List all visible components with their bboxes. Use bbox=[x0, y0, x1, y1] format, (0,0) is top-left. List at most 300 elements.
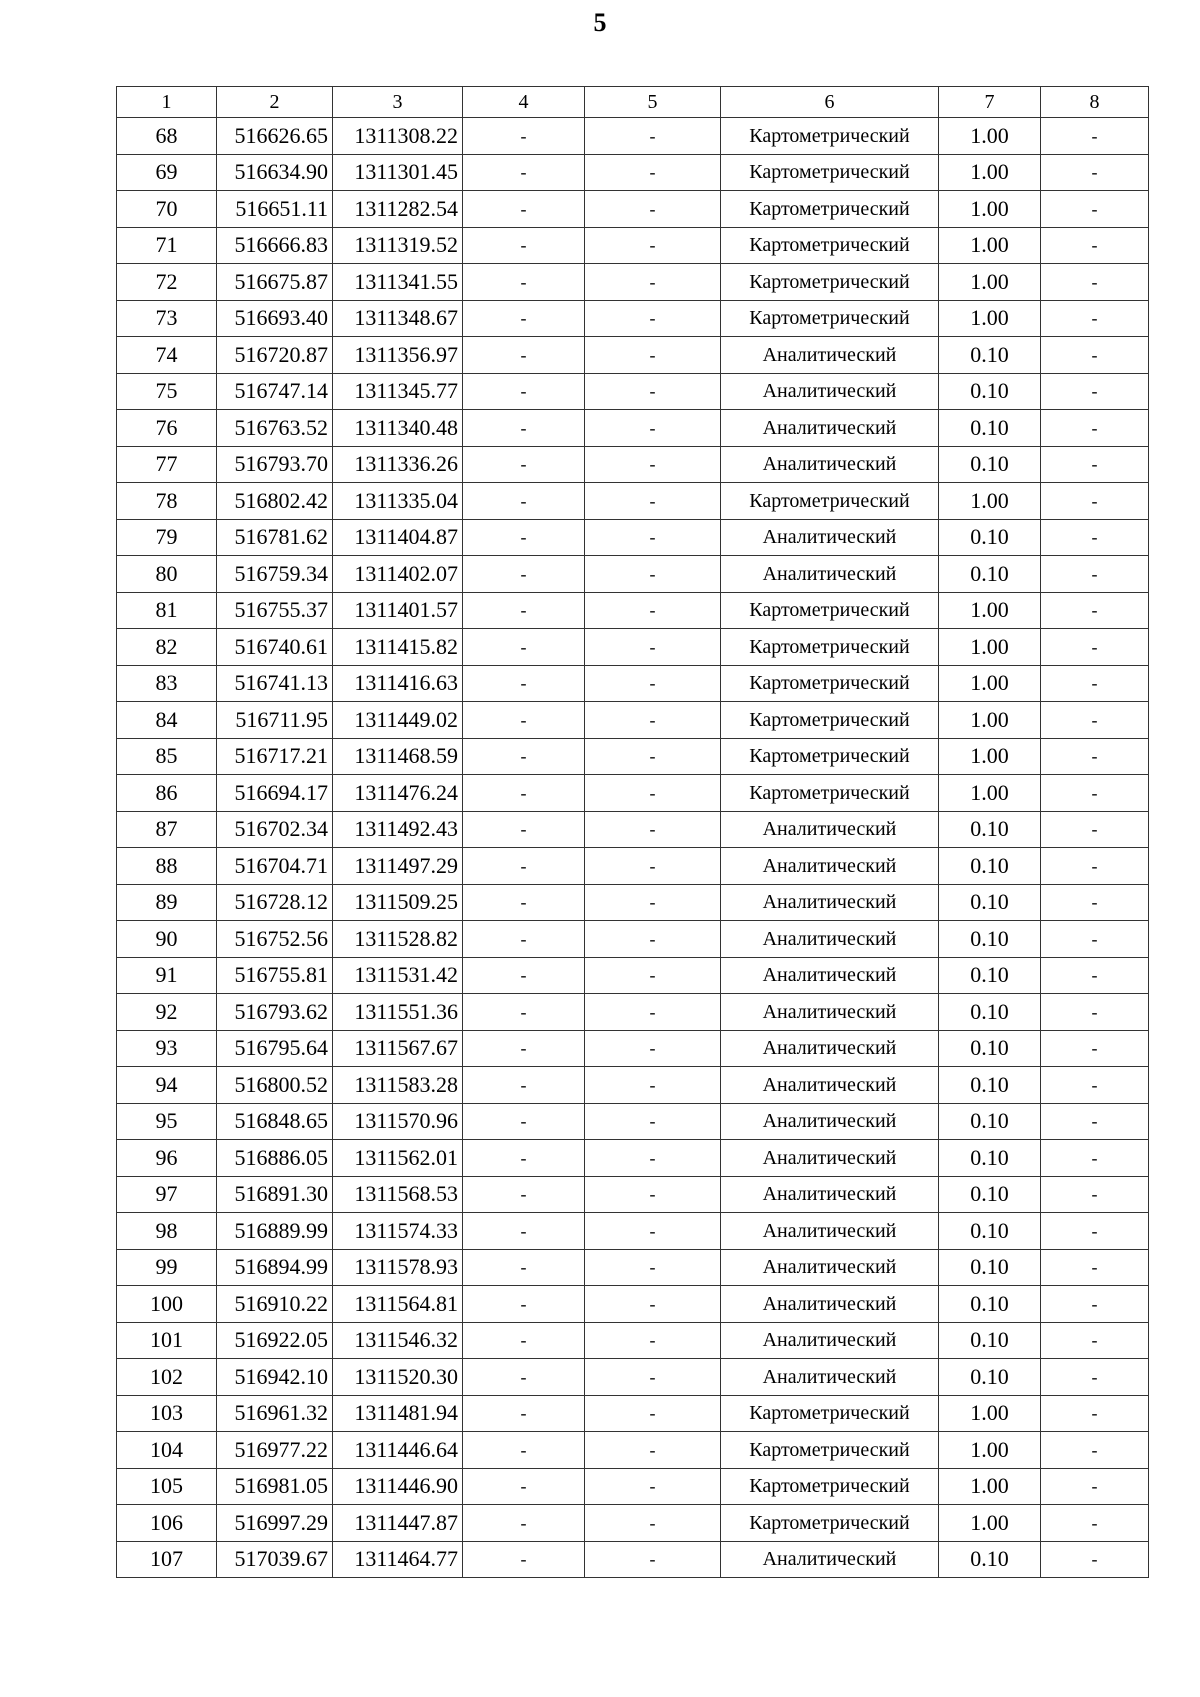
table-row bbox=[117, 702, 1149, 739]
col4-cell: - bbox=[463, 884, 585, 921]
table-row bbox=[117, 118, 1149, 155]
accuracy-cell: 1.00 bbox=[939, 1432, 1041, 1469]
col5-cell: - bbox=[585, 373, 721, 410]
method-cell: Картометрический bbox=[721, 1505, 939, 1542]
col8-cell: - bbox=[1041, 1322, 1149, 1359]
col8-cell: - bbox=[1041, 1395, 1149, 1432]
col4-cell: - bbox=[463, 1359, 585, 1396]
col8-cell: - bbox=[1041, 556, 1149, 593]
col8-cell: - bbox=[1041, 775, 1149, 812]
method-cell: Аналитический bbox=[721, 1067, 939, 1104]
col5-cell: - bbox=[585, 1213, 721, 1250]
col4-cell: - bbox=[463, 1322, 585, 1359]
col8-cell: - bbox=[1041, 118, 1149, 155]
col4-cell: - bbox=[463, 1505, 585, 1542]
x-coordinate-cell: 516741.13 bbox=[217, 665, 333, 702]
point-number-cell: 101 bbox=[117, 1322, 217, 1359]
col8-cell: - bbox=[1041, 1505, 1149, 1542]
method-cell: Аналитический bbox=[721, 1541, 939, 1578]
point-number-cell: 79 bbox=[117, 519, 217, 556]
col4-cell: - bbox=[463, 1067, 585, 1104]
x-coordinate-cell: 516711.95 bbox=[217, 702, 333, 739]
accuracy-cell: 0.10 bbox=[939, 848, 1041, 885]
col5-cell: - bbox=[585, 665, 721, 702]
method-cell: Картометрический bbox=[721, 702, 939, 739]
col5-cell: - bbox=[585, 1322, 721, 1359]
table-row bbox=[117, 446, 1149, 483]
table-row bbox=[117, 665, 1149, 702]
col5-cell: - bbox=[585, 1140, 721, 1177]
method-cell: Аналитический bbox=[721, 519, 939, 556]
col8-cell: - bbox=[1041, 1030, 1149, 1067]
y-coordinate-cell: 1311401.57 bbox=[333, 592, 463, 629]
accuracy-cell: 1.00 bbox=[939, 154, 1041, 191]
accuracy-cell: 0.10 bbox=[939, 1030, 1041, 1067]
x-coordinate-cell: 516889.99 bbox=[217, 1213, 333, 1250]
col5-cell: - bbox=[585, 118, 721, 155]
col8-cell: - bbox=[1041, 1432, 1149, 1469]
accuracy-cell: 1.00 bbox=[939, 629, 1041, 666]
col5-cell: - bbox=[585, 1176, 721, 1213]
accuracy-cell: 0.10 bbox=[939, 446, 1041, 483]
table-row bbox=[117, 410, 1149, 447]
method-cell: Аналитический bbox=[721, 1359, 939, 1396]
accuracy-cell: 0.10 bbox=[939, 556, 1041, 593]
table-row bbox=[117, 1103, 1149, 1140]
method-cell: Картометрический bbox=[721, 629, 939, 666]
y-coordinate-cell: 1311301.45 bbox=[333, 154, 463, 191]
method-cell: Картометрический bbox=[721, 1468, 939, 1505]
point-number-cell: 68 bbox=[117, 118, 217, 155]
y-coordinate-cell: 1311336.26 bbox=[333, 446, 463, 483]
x-coordinate-cell: 516675.87 bbox=[217, 264, 333, 301]
method-cell: Картометрический bbox=[721, 665, 939, 702]
table-row bbox=[117, 1140, 1149, 1177]
x-coordinate-cell: 516752.56 bbox=[217, 921, 333, 958]
accuracy-cell: 1.00 bbox=[939, 1468, 1041, 1505]
x-coordinate-cell: 516793.62 bbox=[217, 994, 333, 1031]
col5-cell: - bbox=[585, 337, 721, 374]
x-coordinate-cell: 516942.10 bbox=[217, 1359, 333, 1396]
y-coordinate-cell: 1311551.36 bbox=[333, 994, 463, 1031]
col8-cell: - bbox=[1041, 1249, 1149, 1286]
y-coordinate-cell: 1311416.63 bbox=[333, 665, 463, 702]
table-row bbox=[117, 483, 1149, 520]
col8-cell: - bbox=[1041, 702, 1149, 739]
y-coordinate-cell: 1311446.64 bbox=[333, 1432, 463, 1469]
col5-cell: - bbox=[585, 446, 721, 483]
y-coordinate-cell: 1311567.67 bbox=[333, 1030, 463, 1067]
col8-cell: - bbox=[1041, 264, 1149, 301]
method-cell: Аналитический bbox=[721, 1176, 939, 1213]
col5-cell: - bbox=[585, 811, 721, 848]
table-row bbox=[117, 300, 1149, 337]
x-coordinate-cell: 516922.05 bbox=[217, 1322, 333, 1359]
table-row bbox=[117, 592, 1149, 629]
x-coordinate-cell: 516894.99 bbox=[217, 1249, 333, 1286]
accuracy-cell: 1.00 bbox=[939, 264, 1041, 301]
col8-cell: - bbox=[1041, 592, 1149, 629]
method-cell: Картометрический bbox=[721, 738, 939, 775]
col5-cell: - bbox=[585, 1541, 721, 1578]
column-header: 1 bbox=[117, 87, 217, 118]
col8-cell: - bbox=[1041, 1286, 1149, 1323]
col8-cell: - bbox=[1041, 994, 1149, 1031]
y-coordinate-cell: 1311497.29 bbox=[333, 848, 463, 885]
y-coordinate-cell: 1311341.55 bbox=[333, 264, 463, 301]
col5-cell: - bbox=[585, 154, 721, 191]
method-cell: Картометрический bbox=[721, 300, 939, 337]
x-coordinate-cell: 516728.12 bbox=[217, 884, 333, 921]
point-number-cell: 78 bbox=[117, 483, 217, 520]
x-coordinate-cell: 516759.34 bbox=[217, 556, 333, 593]
col5-cell: - bbox=[585, 264, 721, 301]
col5-cell: - bbox=[585, 848, 721, 885]
accuracy-cell: 1.00 bbox=[939, 592, 1041, 629]
y-coordinate-cell: 1311509.25 bbox=[333, 884, 463, 921]
accuracy-cell: 0.10 bbox=[939, 1286, 1041, 1323]
x-coordinate-cell: 516781.62 bbox=[217, 519, 333, 556]
x-coordinate-cell: 516800.52 bbox=[217, 1067, 333, 1104]
y-coordinate-cell: 1311335.04 bbox=[333, 483, 463, 520]
x-coordinate-cell: 516977.22 bbox=[217, 1432, 333, 1469]
x-coordinate-cell: 516704.71 bbox=[217, 848, 333, 885]
table-row bbox=[117, 373, 1149, 410]
col4-cell: - bbox=[463, 1213, 585, 1250]
header-row bbox=[117, 87, 1149, 118]
method-cell: Картометрический bbox=[721, 264, 939, 301]
col8-cell: - bbox=[1041, 446, 1149, 483]
col5-cell: - bbox=[585, 957, 721, 994]
col8-cell: - bbox=[1041, 738, 1149, 775]
table-row bbox=[117, 519, 1149, 556]
point-number-cell: 97 bbox=[117, 1176, 217, 1213]
col4-cell: - bbox=[463, 191, 585, 228]
col8-cell: - bbox=[1041, 1067, 1149, 1104]
accuracy-cell: 0.10 bbox=[939, 1213, 1041, 1250]
table-row bbox=[117, 556, 1149, 593]
point-number-cell: 81 bbox=[117, 592, 217, 629]
table-row bbox=[117, 957, 1149, 994]
x-coordinate-cell: 516651.11 bbox=[217, 191, 333, 228]
point-number-cell: 95 bbox=[117, 1103, 217, 1140]
table-row bbox=[117, 1541, 1149, 1578]
col4-cell: - bbox=[463, 1030, 585, 1067]
method-cell: Аналитический bbox=[721, 994, 939, 1031]
method-cell: Аналитический bbox=[721, 410, 939, 447]
col5-cell: - bbox=[585, 1432, 721, 1469]
point-number-cell: 94 bbox=[117, 1067, 217, 1104]
column-header: 4 bbox=[463, 87, 585, 118]
y-coordinate-cell: 1311449.02 bbox=[333, 702, 463, 739]
col4-cell: - bbox=[463, 410, 585, 447]
accuracy-cell: 0.10 bbox=[939, 1140, 1041, 1177]
point-number-cell: 82 bbox=[117, 629, 217, 666]
col5-cell: - bbox=[585, 1286, 721, 1323]
col8-cell: - bbox=[1041, 519, 1149, 556]
col8-cell: - bbox=[1041, 848, 1149, 885]
col5-cell: - bbox=[585, 227, 721, 264]
method-cell: Аналитический bbox=[721, 1140, 939, 1177]
col5-cell: - bbox=[585, 702, 721, 739]
accuracy-cell: 0.10 bbox=[939, 921, 1041, 958]
y-coordinate-cell: 1311578.93 bbox=[333, 1249, 463, 1286]
y-coordinate-cell: 1311546.32 bbox=[333, 1322, 463, 1359]
y-coordinate-cell: 1311319.52 bbox=[333, 227, 463, 264]
point-number-cell: 76 bbox=[117, 410, 217, 447]
col4-cell: - bbox=[463, 592, 585, 629]
col4-cell: - bbox=[463, 264, 585, 301]
col4-cell: - bbox=[463, 629, 585, 666]
col4-cell: - bbox=[463, 227, 585, 264]
accuracy-cell: 0.10 bbox=[939, 811, 1041, 848]
x-coordinate-cell: 516755.81 bbox=[217, 957, 333, 994]
point-number-cell: 93 bbox=[117, 1030, 217, 1067]
accuracy-cell: 1.00 bbox=[939, 227, 1041, 264]
x-coordinate-cell: 516848.65 bbox=[217, 1103, 333, 1140]
method-cell: Аналитический bbox=[721, 848, 939, 885]
x-coordinate-cell: 516693.40 bbox=[217, 300, 333, 337]
col5-cell: - bbox=[585, 300, 721, 337]
point-number-cell: 99 bbox=[117, 1249, 217, 1286]
table-row bbox=[117, 884, 1149, 921]
col8-cell: - bbox=[1041, 154, 1149, 191]
col4-cell: - bbox=[463, 665, 585, 702]
col4-cell: - bbox=[463, 556, 585, 593]
accuracy-cell: 1.00 bbox=[939, 738, 1041, 775]
method-cell: Аналитический bbox=[721, 811, 939, 848]
point-number-cell: 92 bbox=[117, 994, 217, 1031]
y-coordinate-cell: 1311562.01 bbox=[333, 1140, 463, 1177]
x-coordinate-cell: 516997.29 bbox=[217, 1505, 333, 1542]
y-coordinate-cell: 1311308.22 bbox=[333, 118, 463, 155]
table-row bbox=[117, 191, 1149, 228]
coordinates-table bbox=[116, 86, 1149, 1578]
col5-cell: - bbox=[585, 410, 721, 447]
method-cell: Аналитический bbox=[721, 556, 939, 593]
col4-cell: - bbox=[463, 1395, 585, 1432]
column-header: 5 bbox=[585, 87, 721, 118]
col5-cell: - bbox=[585, 519, 721, 556]
point-number-cell: 85 bbox=[117, 738, 217, 775]
accuracy-cell: 1.00 bbox=[939, 118, 1041, 155]
table-row bbox=[117, 1249, 1149, 1286]
point-number-cell: 72 bbox=[117, 264, 217, 301]
col8-cell: - bbox=[1041, 227, 1149, 264]
point-number-cell: 70 bbox=[117, 191, 217, 228]
point-number-cell: 69 bbox=[117, 154, 217, 191]
col5-cell: - bbox=[585, 1359, 721, 1396]
method-cell: Аналитический bbox=[721, 1286, 939, 1323]
x-coordinate-cell: 516702.34 bbox=[217, 811, 333, 848]
y-coordinate-cell: 1311583.28 bbox=[333, 1067, 463, 1104]
col5-cell: - bbox=[585, 1395, 721, 1432]
table-row bbox=[117, 1505, 1149, 1542]
method-cell: Картометрический bbox=[721, 483, 939, 520]
x-coordinate-cell: 516910.22 bbox=[217, 1286, 333, 1323]
table-row bbox=[117, 1067, 1149, 1104]
table-row bbox=[117, 1030, 1149, 1067]
x-coordinate-cell: 516626.65 bbox=[217, 118, 333, 155]
point-number-cell: 73 bbox=[117, 300, 217, 337]
col4-cell: - bbox=[463, 702, 585, 739]
x-coordinate-cell: 516795.64 bbox=[217, 1030, 333, 1067]
accuracy-cell: 0.10 bbox=[939, 884, 1041, 921]
method-cell: Аналитический bbox=[721, 446, 939, 483]
accuracy-cell: 0.10 bbox=[939, 337, 1041, 374]
table-row bbox=[117, 1359, 1149, 1396]
point-number-cell: 96 bbox=[117, 1140, 217, 1177]
table-row bbox=[117, 1213, 1149, 1250]
table-body bbox=[117, 118, 1149, 1578]
accuracy-cell: 1.00 bbox=[939, 702, 1041, 739]
col8-cell: - bbox=[1041, 884, 1149, 921]
x-coordinate-cell: 516755.37 bbox=[217, 592, 333, 629]
point-number-cell: 89 bbox=[117, 884, 217, 921]
y-coordinate-cell: 1311402.07 bbox=[333, 556, 463, 593]
accuracy-cell: 0.10 bbox=[939, 1322, 1041, 1359]
col8-cell: - bbox=[1041, 629, 1149, 666]
method-cell: Аналитический bbox=[721, 337, 939, 374]
point-number-cell: 107 bbox=[117, 1541, 217, 1578]
method-cell: Аналитический bbox=[721, 1249, 939, 1286]
col5-cell: - bbox=[585, 1030, 721, 1067]
accuracy-cell: 1.00 bbox=[939, 483, 1041, 520]
accuracy-cell: 1.00 bbox=[939, 300, 1041, 337]
point-number-cell: 90 bbox=[117, 921, 217, 958]
col4-cell: - bbox=[463, 994, 585, 1031]
col5-cell: - bbox=[585, 1067, 721, 1104]
table-row bbox=[117, 921, 1149, 958]
col8-cell: - bbox=[1041, 410, 1149, 447]
point-number-cell: 84 bbox=[117, 702, 217, 739]
point-number-cell: 104 bbox=[117, 1432, 217, 1469]
y-coordinate-cell: 1311481.94 bbox=[333, 1395, 463, 1432]
x-coordinate-cell: 516666.83 bbox=[217, 227, 333, 264]
col8-cell: - bbox=[1041, 373, 1149, 410]
col8-cell: - bbox=[1041, 191, 1149, 228]
table-row bbox=[117, 154, 1149, 191]
accuracy-cell: 0.10 bbox=[939, 373, 1041, 410]
column-header: 8 bbox=[1041, 87, 1149, 118]
accuracy-cell: 0.10 bbox=[939, 994, 1041, 1031]
col4-cell: - bbox=[463, 957, 585, 994]
method-cell: Картометрический bbox=[721, 227, 939, 264]
accuracy-cell: 0.10 bbox=[939, 1103, 1041, 1140]
x-coordinate-cell: 516891.30 bbox=[217, 1176, 333, 1213]
col5-cell: - bbox=[585, 483, 721, 520]
table-row bbox=[117, 1176, 1149, 1213]
accuracy-cell: 0.10 bbox=[939, 410, 1041, 447]
accuracy-cell: 0.10 bbox=[939, 1067, 1041, 1104]
y-coordinate-cell: 1311570.96 bbox=[333, 1103, 463, 1140]
point-number-cell: 91 bbox=[117, 957, 217, 994]
table-row bbox=[117, 1286, 1149, 1323]
point-number-cell: 77 bbox=[117, 446, 217, 483]
col5-cell: - bbox=[585, 556, 721, 593]
column-header: 2 bbox=[217, 87, 333, 118]
col4-cell: - bbox=[463, 848, 585, 885]
col8-cell: - bbox=[1041, 811, 1149, 848]
point-number-cell: 88 bbox=[117, 848, 217, 885]
col4-cell: - bbox=[463, 1541, 585, 1578]
accuracy-cell: 1.00 bbox=[939, 775, 1041, 812]
y-coordinate-cell: 1311528.82 bbox=[333, 921, 463, 958]
col8-cell: - bbox=[1041, 337, 1149, 374]
point-number-cell: 100 bbox=[117, 1286, 217, 1323]
page-number: 5 bbox=[593, 8, 607, 37]
table-row bbox=[117, 1432, 1149, 1469]
y-coordinate-cell: 1311348.67 bbox=[333, 300, 463, 337]
point-number-cell: 98 bbox=[117, 1213, 217, 1250]
point-number-cell: 71 bbox=[117, 227, 217, 264]
col4-cell: - bbox=[463, 118, 585, 155]
y-coordinate-cell: 1311356.97 bbox=[333, 337, 463, 374]
y-coordinate-cell: 1311447.87 bbox=[333, 1505, 463, 1542]
col8-cell: - bbox=[1041, 1541, 1149, 1578]
y-coordinate-cell: 1311468.59 bbox=[333, 738, 463, 775]
accuracy-cell: 0.10 bbox=[939, 519, 1041, 556]
col4-cell: - bbox=[463, 1432, 585, 1469]
method-cell: Аналитический bbox=[721, 921, 939, 958]
col5-cell: - bbox=[585, 738, 721, 775]
point-number-cell: 103 bbox=[117, 1395, 217, 1432]
col4-cell: - bbox=[463, 738, 585, 775]
col4-cell: - bbox=[463, 337, 585, 374]
table-row bbox=[117, 738, 1149, 775]
method-cell: Аналитический bbox=[721, 957, 939, 994]
method-cell: Картометрический bbox=[721, 191, 939, 228]
method-cell: Картометрический bbox=[721, 775, 939, 812]
table-row bbox=[117, 264, 1149, 301]
col4-cell: - bbox=[463, 154, 585, 191]
col8-cell: - bbox=[1041, 1176, 1149, 1213]
col8-cell: - bbox=[1041, 957, 1149, 994]
method-cell: Аналитический bbox=[721, 1103, 939, 1140]
col8-cell: - bbox=[1041, 1468, 1149, 1505]
col8-cell: - bbox=[1041, 483, 1149, 520]
y-coordinate-cell: 1311564.81 bbox=[333, 1286, 463, 1323]
table-row bbox=[117, 848, 1149, 885]
col4-cell: - bbox=[463, 446, 585, 483]
table-row bbox=[117, 775, 1149, 812]
x-coordinate-cell: 516720.87 bbox=[217, 337, 333, 374]
col8-cell: - bbox=[1041, 921, 1149, 958]
y-coordinate-cell: 1311492.43 bbox=[333, 811, 463, 848]
col5-cell: - bbox=[585, 629, 721, 666]
col5-cell: - bbox=[585, 1505, 721, 1542]
y-coordinate-cell: 1311404.87 bbox=[333, 519, 463, 556]
y-coordinate-cell: 1311568.53 bbox=[333, 1176, 463, 1213]
col8-cell: - bbox=[1041, 1213, 1149, 1250]
x-coordinate-cell: 517039.67 bbox=[217, 1541, 333, 1578]
table-row bbox=[117, 629, 1149, 666]
y-coordinate-cell: 1311464.77 bbox=[333, 1541, 463, 1578]
col4-cell: - bbox=[463, 775, 585, 812]
x-coordinate-cell: 516740.61 bbox=[217, 629, 333, 666]
col8-cell: - bbox=[1041, 300, 1149, 337]
col8-cell: - bbox=[1041, 1140, 1149, 1177]
accuracy-cell: 0.10 bbox=[939, 1176, 1041, 1213]
accuracy-cell: 1.00 bbox=[939, 191, 1041, 228]
accuracy-cell: 1.00 bbox=[939, 1505, 1041, 1542]
accuracy-cell: 0.10 bbox=[939, 957, 1041, 994]
method-cell: Аналитический bbox=[721, 373, 939, 410]
x-coordinate-cell: 516802.42 bbox=[217, 483, 333, 520]
y-coordinate-cell: 1311476.24 bbox=[333, 775, 463, 812]
y-coordinate-cell: 1311345.77 bbox=[333, 373, 463, 410]
col4-cell: - bbox=[463, 1176, 585, 1213]
